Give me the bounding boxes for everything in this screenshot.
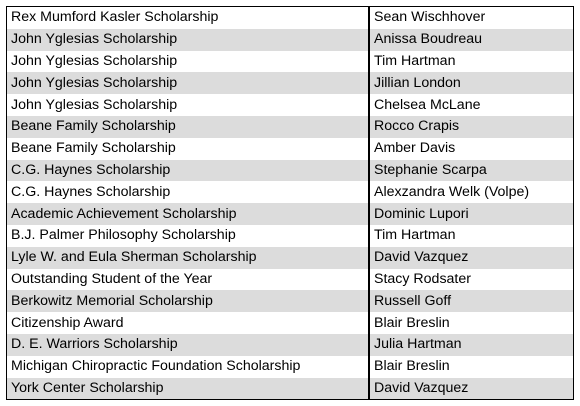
recipient-name-cell: David Vazquez [369, 378, 573, 400]
table-row [7, 290, 573, 312]
scholarship-recipients-table [7, 7, 573, 399]
award-name-cell: John Yglesias Scholarship [7, 72, 369, 94]
recipient-name-cell: Alexzandra Welk (Volpe) [369, 181, 573, 203]
award-name-cell: Academic Achievement Scholarship [7, 203, 369, 225]
recipient-name-cell: Stacy Rodsater [369, 269, 573, 291]
table-row [7, 247, 573, 269]
table-row [7, 116, 573, 138]
recipient-name-cell: Blair Breslin [369, 356, 573, 378]
table-row [7, 7, 573, 29]
award-name-cell: Michigan Chiropractic Foundation Scholarship [7, 356, 369, 378]
award-name-cell: John Yglesias Scholarship [7, 29, 369, 51]
award-name-cell: Outstanding Student of the Year [7, 269, 369, 291]
recipient-name-cell: Julia Hartman [369, 334, 573, 356]
award-name-cell: B.J. Palmer Philosophy Scholarship [7, 225, 369, 247]
recipient-name-cell: Stephanie Scarpa [369, 160, 573, 182]
award-name-cell: C.G. Haynes Scholarship [7, 181, 369, 203]
recipient-name-cell: Tim Hartman [369, 225, 573, 247]
table-row [7, 269, 573, 291]
table-row [7, 94, 573, 116]
award-name-cell: Citizenship Award [7, 312, 369, 334]
table-row [7, 378, 573, 400]
recipient-name-cell: David Vazquez [369, 247, 573, 269]
table-row [7, 312, 573, 334]
recipient-name-cell: Amber Davis [369, 138, 573, 160]
award-name-cell: Berkowitz Memorial Scholarship [7, 290, 369, 312]
award-name-cell: York Center Scholarship [7, 378, 369, 400]
recipient-name-cell: Sean Wischhover [369, 7, 573, 29]
table-row [7, 181, 573, 203]
table-row [7, 160, 573, 182]
recipient-name-cell: Russell Goff [369, 290, 573, 312]
table-body [7, 7, 573, 399]
table-row [7, 356, 573, 378]
scholarship-table-container [6, 6, 574, 400]
table-row [7, 29, 573, 51]
table-row [7, 72, 573, 94]
award-name-cell: Beane Family Scholarship [7, 116, 369, 138]
table-row [7, 51, 573, 73]
recipient-name-cell: Anissa Boudreau [369, 29, 573, 51]
table-row [7, 334, 573, 356]
table-row [7, 138, 573, 160]
table-row [7, 203, 573, 225]
award-name-cell: John Yglesias Scholarship [7, 94, 369, 116]
recipient-name-cell: Jillian London [369, 72, 573, 94]
recipient-name-cell: Dominic Lupori [369, 203, 573, 225]
recipient-name-cell: Rocco Crapis [369, 116, 573, 138]
recipient-name-cell: Chelsea McLane [369, 94, 573, 116]
award-name-cell: Lyle W. and Eula Sherman Scholarship [7, 247, 369, 269]
award-name-cell: Beane Family Scholarship [7, 138, 369, 160]
recipient-name-cell: Blair Breslin [369, 312, 573, 334]
recipient-name-cell: Tim Hartman [369, 51, 573, 73]
award-name-cell: John Yglesias Scholarship [7, 51, 369, 73]
table-row [7, 225, 573, 247]
award-name-cell: C.G. Haynes Scholarship [7, 160, 369, 182]
award-name-cell: D. E. Warriors Scholarship [7, 334, 369, 356]
award-name-cell: Rex Mumford Kasler Scholarship [7, 7, 369, 29]
